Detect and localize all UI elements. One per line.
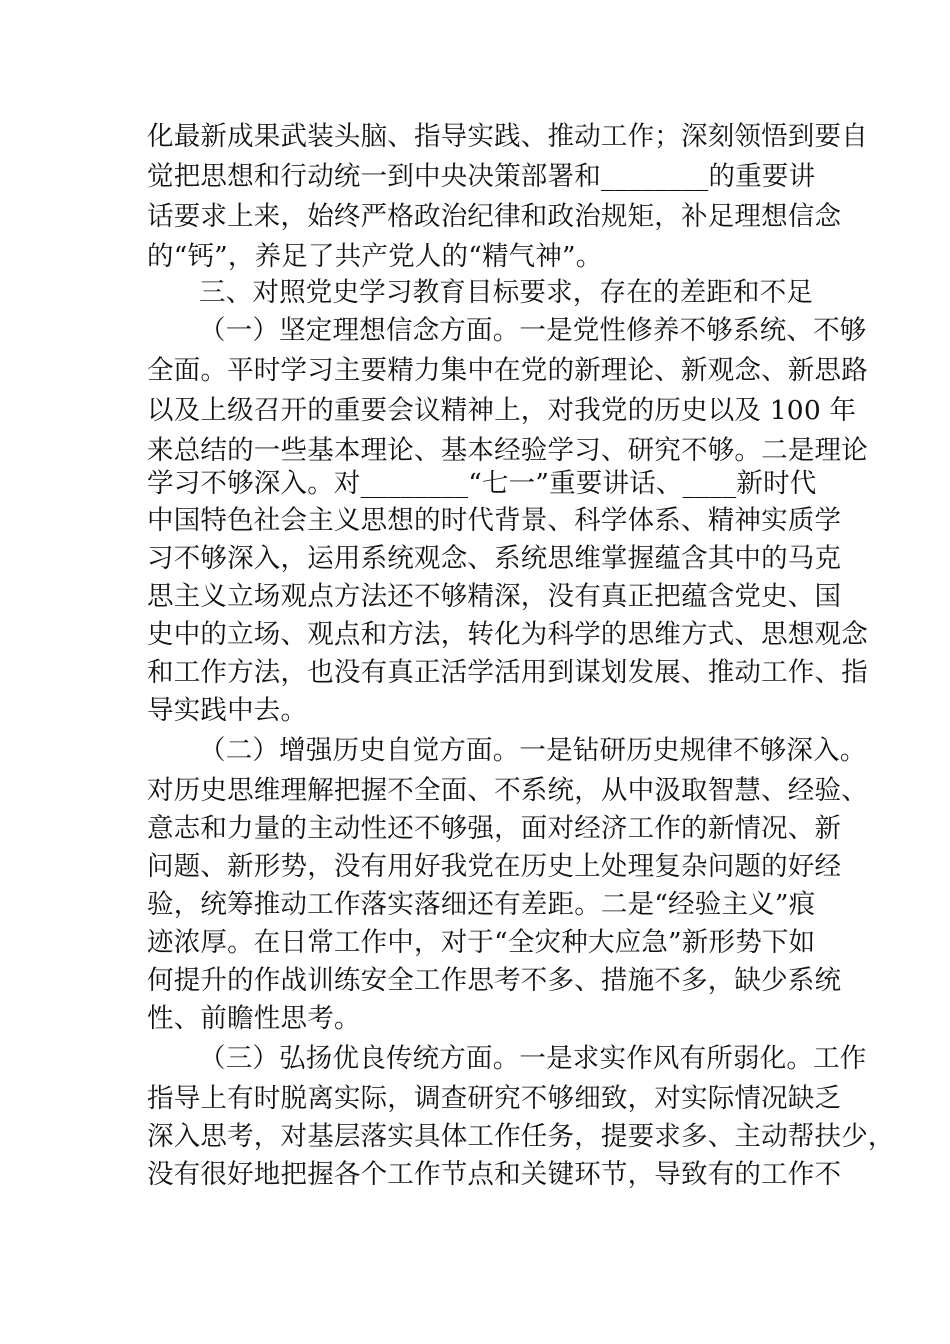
body-text-line: 习不够深入，运用系统观念、系统思维掌握蕴含其中的马克 — [147, 543, 842, 574]
body-text-line: 意志和力量的主动性还不够强，面对经济工作的新情况、新 — [147, 813, 842, 844]
body-text-line: 验，统筹推动工作落实落细还有差距。二是“经验主义”痕 — [147, 889, 816, 920]
section-heading: 三、对照党史学习教育目标要求，存在的差距和不足 — [199, 277, 814, 308]
body-text-line: 化最新成果武装头脑、指导实践、推动工作；深刻领悟到要自 — [147, 121, 868, 152]
body-text-line: 指导上有时脱离实际，调查研究不够细致，对实际情况缺乏 — [147, 1083, 842, 1114]
body-text-line: 的“钙”，养足了共产党人的“精气神”。 — [147, 241, 603, 272]
body-text-line: 没有很好地把握各个工作节点和关键环节，导致有的工作不 — [147, 1159, 842, 1190]
paragraph-first-line: （三）弘扬优良传统方面。一是求实作风有所弱化。工作 — [199, 1043, 867, 1074]
body-text-line: 来总结的一些基本理论、基本经验学习、研究不够。二是理论 — [147, 435, 868, 466]
body-text-line: 全面。平时学习主要精力集中在党的新理论、新观念、新思路 — [147, 355, 868, 386]
body-text-line: 对历史思维理解把握不全面、不系统，从中汲取智慧、经验、 — [147, 775, 868, 806]
body-text-line: 史中的立场、观点和方法，转化为科学的思维方式、思想观念 — [147, 619, 868, 650]
body-text-line: 和工作方法，也没有真正活学活用到谋划发展、推动工作、指 — [147, 657, 868, 688]
body-text-line: 导实践中去。 — [147, 695, 308, 726]
body-text-line: 何提升的作战训练安全工作思考不多、措施不多，缺少系统 — [147, 965, 842, 996]
body-text-line: 中国特色社会主义思想的时代背景、科学体系、精神实质学 — [147, 505, 842, 536]
body-text-line: 以及上级召开的重要会议精神上，对我党的历史以及 100 年 — [147, 395, 857, 426]
body-text-line: 思主义立场观点方法还不够精深，没有真正把蕴含党史、国 — [147, 581, 842, 612]
body-text-line: 问题、新形势，没有用好我党在历史上处理复杂问题的好经 — [147, 851, 842, 882]
paragraph-first-line: （一）坚定理想信念方面。一是党性修养不够系统、不够 — [199, 315, 867, 346]
body-text-line: 深入思考，对基层落实具体工作任务，提要求多、主动帮扶少， — [147, 1121, 895, 1152]
body-text-line: 话要求上来，始终严格政治纪律和政治规矩，补足理想信念 — [147, 201, 842, 232]
body-text-line: 性、前瞻性思考。 — [147, 1003, 361, 1034]
paragraph-first-line: （二）增强历史自觉方面。一是钻研历史规律不够深入。 — [199, 735, 867, 766]
body-text-line: 学习不够深入。对________“七一”重要讲话、____新时代 — [147, 468, 817, 499]
body-text-line: 觉把思想和行动统一到中央决策部署和________的重要讲 — [147, 161, 816, 192]
body-text-line: 迹浓厚。在日常工作中，对于“全灾种大应急”新形势下如 — [147, 927, 816, 958]
